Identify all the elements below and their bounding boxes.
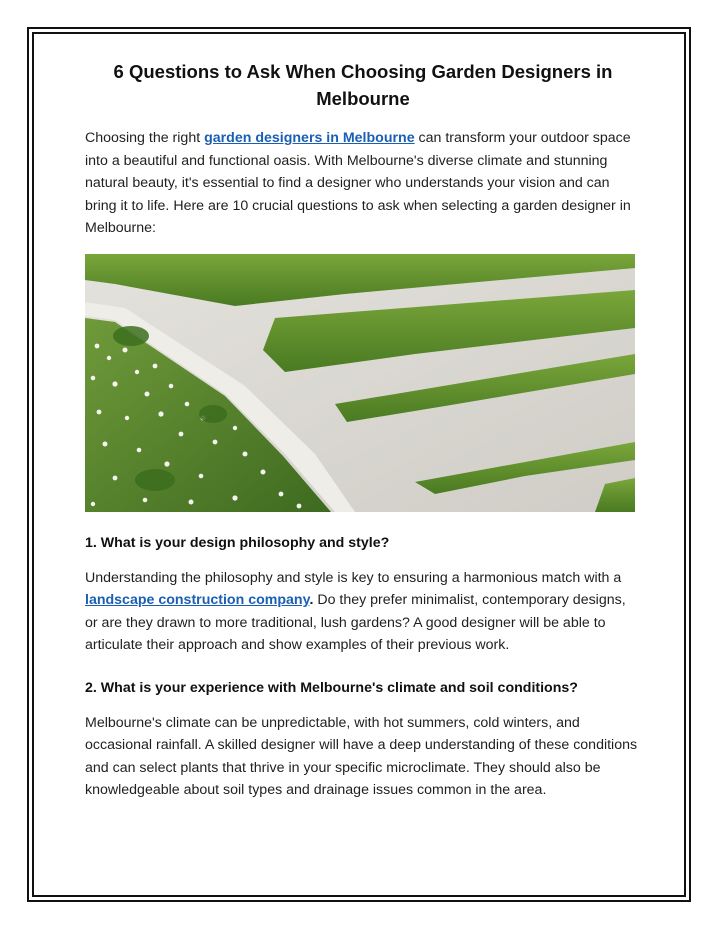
- garden-path-photo: [85, 254, 635, 512]
- intro-text-after: can transform your outdoor space into a beautiful and functional oasis. With Melbourne's diverse climate and stunning natural beauty, it's essential to find a designer who understands your vision and can bring it to life. Here are 10 crucial questions to ask when selecting a garden designer in Melbourne:: [85, 130, 631, 236]
- article: [85, 58, 641, 802]
- section-1-text-before: Understanding the philosophy and style is key to ensuring a harmonious match with a: [85, 569, 622, 586]
- garden-designers-link[interactable]: garden designers in Melbourne: [204, 130, 415, 146]
- intro-paragraph: [85, 127, 641, 240]
- section-2-paragraph: Melbourne's climate can be unpredictable, with hot summers, cold winters, and occasional rainfall. A skilled designer will have a deep understanding of these conditions and can select plants that thrive in your specific microclimate. They should also be knowledgeable about soil types and drainage issues common in the area.: [85, 714, 638, 798]
- intro-text-before: Choosing the right: [85, 130, 205, 146]
- section-1-heading: 1. What is your design philosophy and style?: [85, 534, 390, 551]
- landscape-construction-link[interactable]: landscape construction company: [85, 592, 310, 608]
- section-1-text-after: Do they prefer minimalist, contemporary designs, or are they drawn to more traditional, lush gardens? A good designer will be able to articulate their approach and show examples of their previous work.: [85, 592, 626, 653]
- section-1-paragraph: [85, 567, 641, 657]
- section-1-link-suffix: .: [309, 592, 314, 608]
- section-2-heading: 2. What is your experience with Melbourne's climate and soil conditions?: [85, 679, 578, 696]
- article-title: 6 Questions to Ask When Choosing Garden Designers in Melbourne: [113, 61, 613, 109]
